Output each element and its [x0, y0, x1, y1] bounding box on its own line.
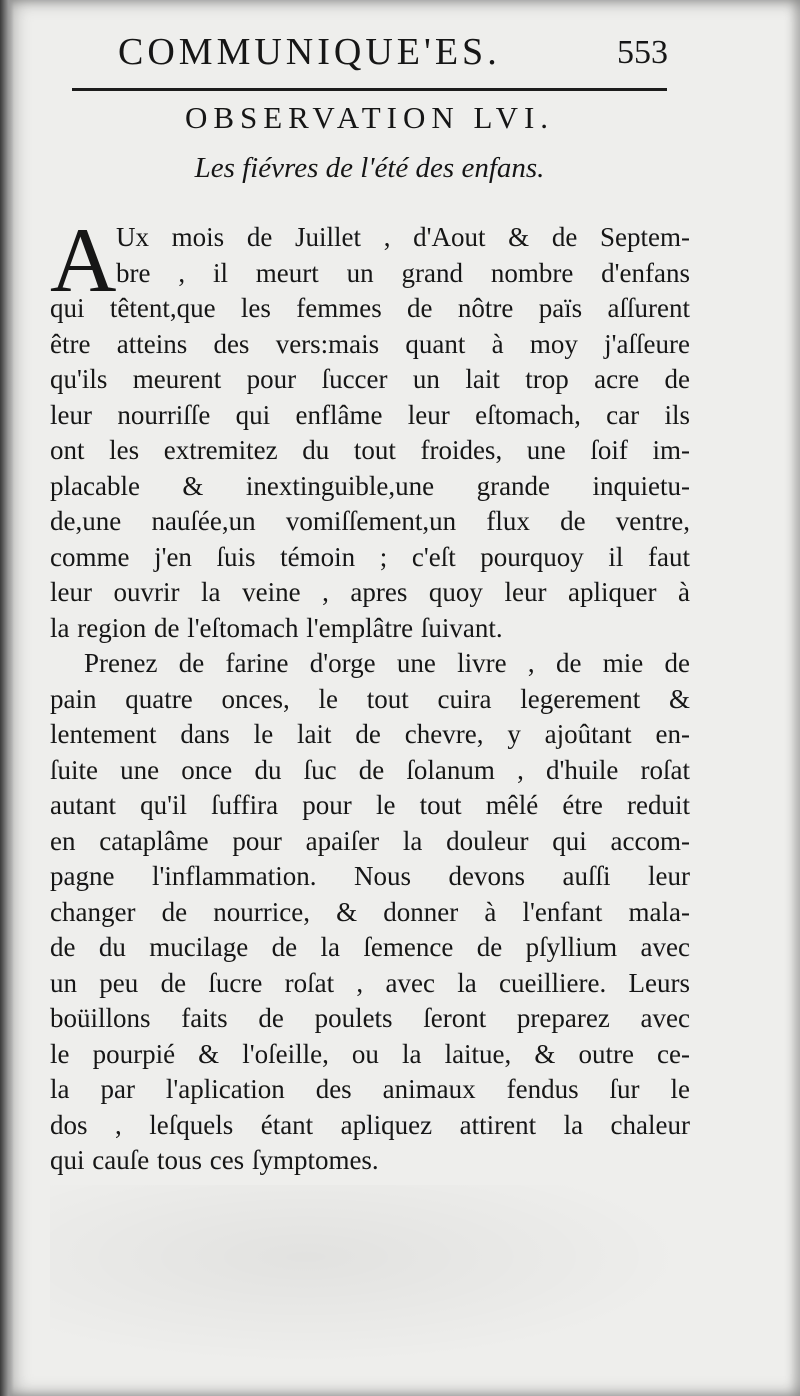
text-line: la par l'aplication des animaux fendus ſur le — [50, 1074, 690, 1104]
running-title: COMMUNIQUE'ES. — [118, 31, 501, 73]
text-line: qui cauſe tous ces ſymptomes. — [50, 1145, 379, 1175]
paragraph-2 — [50, 646, 690, 1179]
text-line: un peu de ſucre roſat , avec la cueilliere. Leurs — [50, 967, 690, 998]
text-line: leur ouvrir la veine , apres quoy leur apliquer à — [50, 577, 690, 607]
text-line: changer de nourrice, & donner à l'enfant mala- — [50, 896, 690, 927]
page-gutter-shadow — [0, 0, 14, 1396]
text-line: en cataplâme pour apaiſer la douleur qui accom- — [50, 825, 690, 856]
text-line: comme j'en ſuis témoin ; c'eſt pourquoy il faut — [50, 541, 690, 572]
text-line: qui têtent,que les femmes de nôtre païs aſſurent — [50, 293, 690, 323]
body-text — [50, 220, 690, 1179]
drop-cap: A — [50, 209, 117, 311]
text-line: placable & inextinguible,une grande inquietu- — [50, 470, 690, 501]
text-line: Ux mois de Juillet , d'Aout & de Septem- — [116, 222, 690, 252]
text-line: le pourpié & l'oſeille, ou la laitue, & outre ce- — [50, 1038, 690, 1069]
text-line: ſuite une once du ſuc de ſolanum , d'huile roſat — [50, 754, 690, 785]
header-rule — [72, 88, 667, 91]
observation-subtitle: Les fiévres de l'été des enfans. — [194, 152, 545, 184]
show-through-smudge — [50, 1185, 690, 1365]
text-line: qu'ils meurent pour ſuccer un lait trop acre de — [50, 364, 690, 394]
text-line: pagne l'inflammation. Nous devons auſſi leur — [50, 861, 690, 891]
text-line: boüillons faits de poulets ſeront preparez avec — [50, 1003, 690, 1033]
text-line: de du mucilage de la ſemence de pſyllium avec — [50, 932, 690, 962]
observation-title: OBSERVATION LVI. — [184, 100, 555, 135]
text-line: bre , il meurt un grand nombre d'enfans — [116, 257, 690, 288]
text-line: pain quatre onces, le tout cuira legerement & — [50, 683, 690, 714]
text-line: leur nourriſſe qui enflâme leur eſtomach, car ils — [50, 399, 690, 430]
text-line: Prenez de farine d'orge une livre , de mie de — [84, 648, 690, 678]
text-line: ont les extremitez du tout froides, une ſoif im- — [50, 435, 690, 465]
running-head — [72, 30, 672, 80]
text-line: dos , leſquels étant apliquez attirent la chaleur — [50, 1109, 690, 1140]
text-line: la region de l'eſtomach l'emplâtre ſuivant. — [50, 612, 503, 643]
text-line: de,une nauſée,un vomiſſement,un flux de ventre, — [50, 506, 690, 536]
paragraph-1 — [50, 220, 690, 646]
text-line: lentement dans le lait de chevre, y ajoûtant en- — [50, 719, 690, 749]
text-line: être atteins des vers:mais quant à moy j'aſſeure — [50, 328, 690, 359]
page-number: 553 — [617, 34, 668, 71]
text-line: autant qu'il ſuffira pour le tout mêlé étre reduit — [50, 790, 690, 820]
